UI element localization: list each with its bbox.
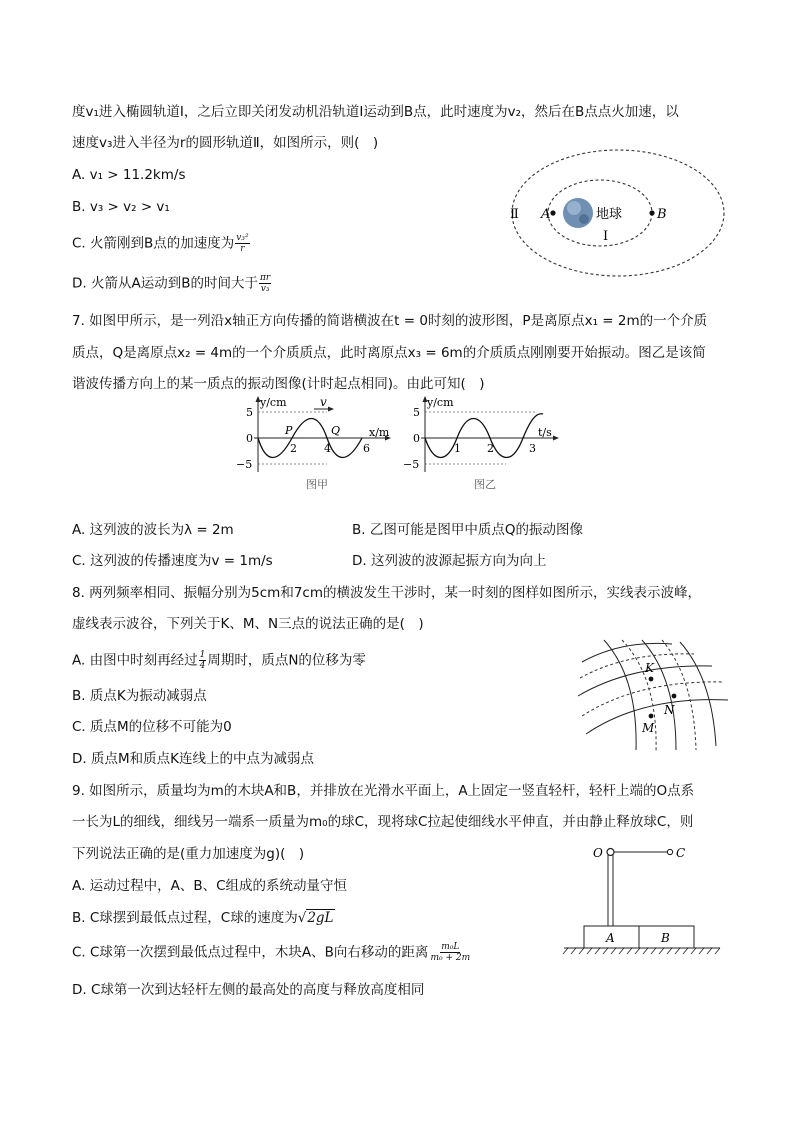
pivot-o [607, 849, 614, 856]
q8-stem-line1: 8. 两列频率相同、振幅分别为5cm和7cm的横波发生干涉时，某一时刻的图样如图所示，实线表示波峰， [72, 585, 701, 601]
vibration-curve [425, 414, 543, 458]
q7-stem-line3: 谐波传播方向上的某一质点的振动图像(计时起点相同)。由此可知( ) [72, 376, 485, 392]
ball-c [667, 849, 672, 854]
label-orbit-i: Ⅰ [603, 229, 609, 244]
x-axis-label: x/m [369, 426, 390, 439]
y-tick-5: 5 [246, 406, 253, 419]
q9-option-c [72, 942, 472, 963]
caption-figure-b: 图乙 [474, 478, 496, 491]
q6-option-c-fraction [235, 233, 249, 254]
q9-option-c-denominator: m₀ + 2m [430, 953, 471, 963]
q8-option-b: B. 质点K为振动减弱点 [72, 688, 207, 704]
q6-option-d [72, 273, 272, 294]
q8-option-d: D. 质点M和质点K连线上的中点为减弱点 [72, 751, 314, 767]
label-earth: 地球 [596, 207, 623, 222]
point-k [649, 677, 654, 682]
q8-option-c: C. 质点M的位移不可能为0 [72, 719, 232, 735]
q6-option-d-text: D. 火箭从A运动到B的时间大于 [72, 275, 258, 292]
t-axis-label: t/s [538, 426, 552, 439]
label-m: M [642, 721, 655, 735]
q9-pendulum-figure [560, 838, 730, 960]
q6-option-d-denominator: v₃ [260, 284, 270, 294]
q7-option-c: C. 这列波的传播速度为v = 1m/s [72, 553, 273, 569]
q8-option-a [72, 650, 366, 671]
q8-option-a-post: 周期时，质点N的位移为零 [207, 652, 366, 669]
x-tick-4: 4 [324, 442, 331, 455]
x-tick-2: 2 [290, 442, 297, 455]
x-tick-6: 6 [363, 442, 370, 455]
q8-interference-figure [572, 638, 732, 756]
label-q: Q [331, 424, 341, 437]
label-a: A [541, 207, 551, 222]
q8-option-a-pre: A. 由图中时刻再经过 [72, 652, 198, 669]
q9-stem-line2: 一长为L的细线，细线另一端系一质量为m₀的球C，现将球C拉起使细线水平伸直，并由静止释放球C，则 [72, 814, 694, 830]
q8-option-a-fraction [199, 650, 207, 671]
q6-option-c-denominator: r [240, 244, 245, 254]
label-o: O [593, 846, 603, 860]
label-v: v [320, 395, 327, 409]
point-b [649, 210, 654, 215]
q9-option-b-radicand: 2gL [307, 910, 334, 926]
q6-stem-line2: 速度v₃进入半径为r的圆形轨道Ⅱ，如图所示，则( ) [72, 135, 379, 151]
label-n: N [664, 703, 675, 717]
y-tick-0: 0 [413, 432, 420, 445]
q9-option-b-text: B. C球摆到最低点过程，C球的速度为 [72, 910, 298, 926]
q9-option-b-sqrt: √2gL [297, 910, 334, 926]
y-tick-0: 0 [246, 432, 253, 445]
q9-option-c-numerator: m₀L [441, 942, 460, 952]
q7-figure-a-wave [228, 392, 398, 492]
point-n [672, 694, 677, 699]
y-tick-neg5: −5 [236, 458, 253, 471]
q9-option-c-text: C. C球第一次摆到最低点过程中，木块A、B向右移动的距离 [72, 944, 429, 961]
point-a [550, 210, 555, 215]
label-c: C [676, 846, 686, 860]
q6-option-c-numerator: v₃² [236, 233, 249, 243]
label-b: B [661, 931, 670, 945]
point-m [649, 714, 654, 719]
q9-option-a: A. 运动过程中，A、B、C组成的系统动量守恒 [72, 878, 348, 894]
label-p: P [285, 424, 293, 437]
q6-stem-line1: 度v₁进入椭圆轨道Ⅰ，之后立即关闭发动机沿轨道Ⅰ运动到B点，此时速度为v₂，然后在B点点火加速，以 [72, 104, 679, 120]
q6-option-b: B. v₃ > v₂ > v₁ [72, 199, 170, 215]
y-axis-label: y/cm [427, 396, 454, 409]
label-b: B [657, 207, 667, 222]
q7-stem-line1: 7. 如图甲所示，是一列沿x轴正方向传播的简谐横波在t = 0时刻的波形图，P是离原点x₁ = 2m的一个介质 [72, 313, 708, 329]
q7-option-d: D. 这列波的波源起振方向为向上 [352, 553, 547, 569]
y-tick-5: 5 [413, 406, 420, 419]
q7-option-a: A. 这列波的波长为λ = 2m [72, 522, 234, 538]
label-k: K [645, 661, 654, 675]
q8-option-a-numerator: 1 [199, 650, 206, 660]
label-a: A [606, 931, 615, 945]
q6-option-a: A. v₁ > 11.2km/s [72, 167, 186, 183]
q8-stem-line2: 虚线表示波谷，下列关于K、M、N三点的说法正确的是( ) [72, 616, 424, 632]
caption-figure-a: 图甲 [306, 478, 328, 491]
q9-stem-line1: 9. 如图所示，质量均为m的木块A和B，并排放在光滑水平面上，A上固定一竖直轻杆，轻杆上端的O点系 [72, 783, 695, 799]
y-tick-neg5: −5 [403, 458, 420, 471]
q9-option-d: D. C球第一次到达轻杆左侧的最高处的高度与释放高度相同 [72, 982, 425, 998]
q7-figure-b-vibration [398, 392, 568, 492]
q9-option-b [72, 908, 335, 928]
t-tick-2: 2 [487, 442, 494, 455]
t-tick-3: 3 [529, 442, 536, 455]
q6-option-d-fraction [259, 273, 271, 294]
y-axis-label: y/cm [260, 396, 287, 409]
q6-orbit-figure [500, 145, 730, 285]
label-orbit-ii: Ⅱ [510, 207, 519, 222]
q9-stem-line3: 下列说法正确的是(重力加速度为g)( ) [72, 846, 305, 862]
q9-option-c-fraction [429, 942, 471, 963]
q7-option-b: B. 乙图可能是图甲中质点Q的振动图像 [352, 522, 583, 538]
q6-option-d-numerator: πr [259, 273, 271, 283]
q6-option-c-text: C. 火箭刚到B点的加速度为 [72, 235, 235, 252]
q6-option-c [72, 233, 251, 254]
t-tick-1: 1 [454, 442, 461, 455]
q7-stem-line2: 质点，Q是离原点x₂ = 4m的一个介质质点，此时离原点x₃ = 6m的介质质点刚刚要开始振动。图乙是该简 [72, 345, 706, 361]
q8-option-a-denominator: 4 [199, 661, 206, 671]
